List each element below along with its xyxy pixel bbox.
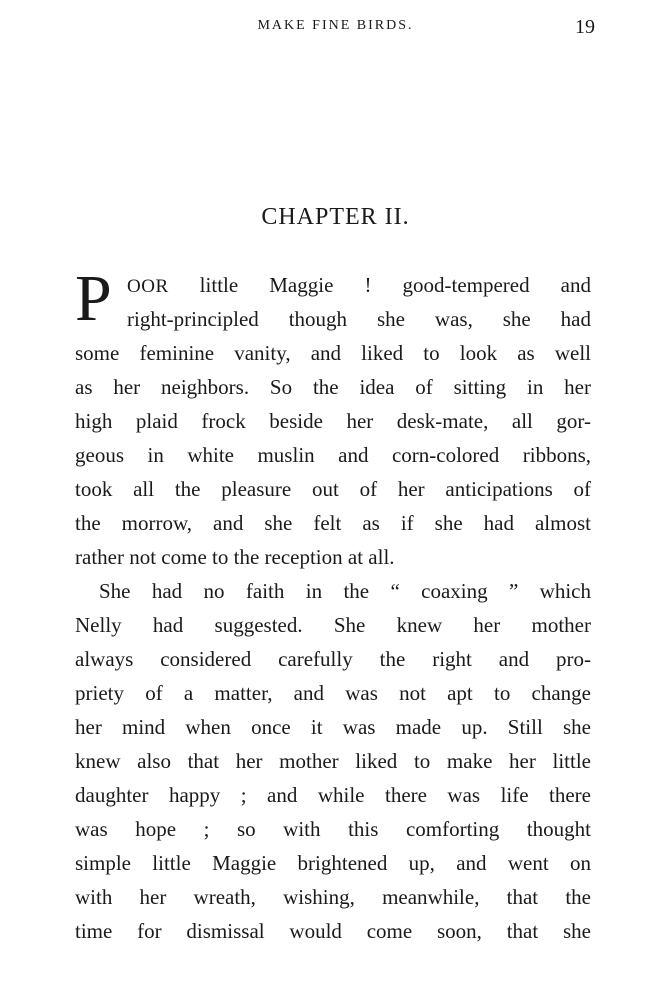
text-line: priety of a matter, and was not apt to change — [75, 681, 591, 705]
text-line: was hope ; so with this comforting thought — [75, 817, 591, 841]
page-number: 19 — [575, 16, 595, 38]
text-line: high plaid frock beside her desk-mate, all gor- — [75, 409, 591, 433]
text-line: the morrow, and she felt as if she had almost — [75, 511, 591, 535]
text-line: rather not come to the reception at all. — [75, 545, 395, 569]
small-caps-opening: OOR — [127, 276, 169, 297]
running-head — [0, 14, 671, 44]
text-line: Nelly had suggested. She knew her mother — [75, 613, 591, 637]
text-line: simple little Maggie brightened up, and went on — [75, 851, 591, 875]
text-line: her mind when once it was made up. Still she — [75, 715, 591, 739]
text-line: right-principled though she was, she had — [127, 307, 591, 331]
drop-cap: P — [75, 262, 112, 335]
running-title: MAKE FINE BIRDS. — [257, 18, 414, 33]
text-line: time for dismissal would come soon, that she — [75, 919, 591, 943]
first-line-text: little Maggie ! good-tempered and — [168, 273, 591, 297]
text-line: geous in white muslin and corn-colored ribbons, — [75, 443, 591, 467]
text-line: took all the pleasure out of her anticipations of — [75, 477, 591, 501]
text-line: daughter happy ; and while there was life there — [75, 783, 591, 807]
text-line — [75, 268, 591, 302]
text-line: always considered carefully the right and pro- — [75, 647, 591, 671]
text-line: She had no faith in the “ coaxing ” which — [99, 579, 591, 603]
chapter-heading: CHAPTER II. — [261, 204, 410, 230]
body-text — [75, 262, 591, 948]
text-line: as her neighbors. So the idea of sitting in her — [75, 375, 591, 399]
text-line: knew also that her mother liked to make her little — [75, 749, 591, 773]
text-line: some feminine vanity, and liked to look as well — [75, 341, 591, 365]
text-line: with her wreath, wishing, meanwhile, that the — [75, 885, 591, 909]
